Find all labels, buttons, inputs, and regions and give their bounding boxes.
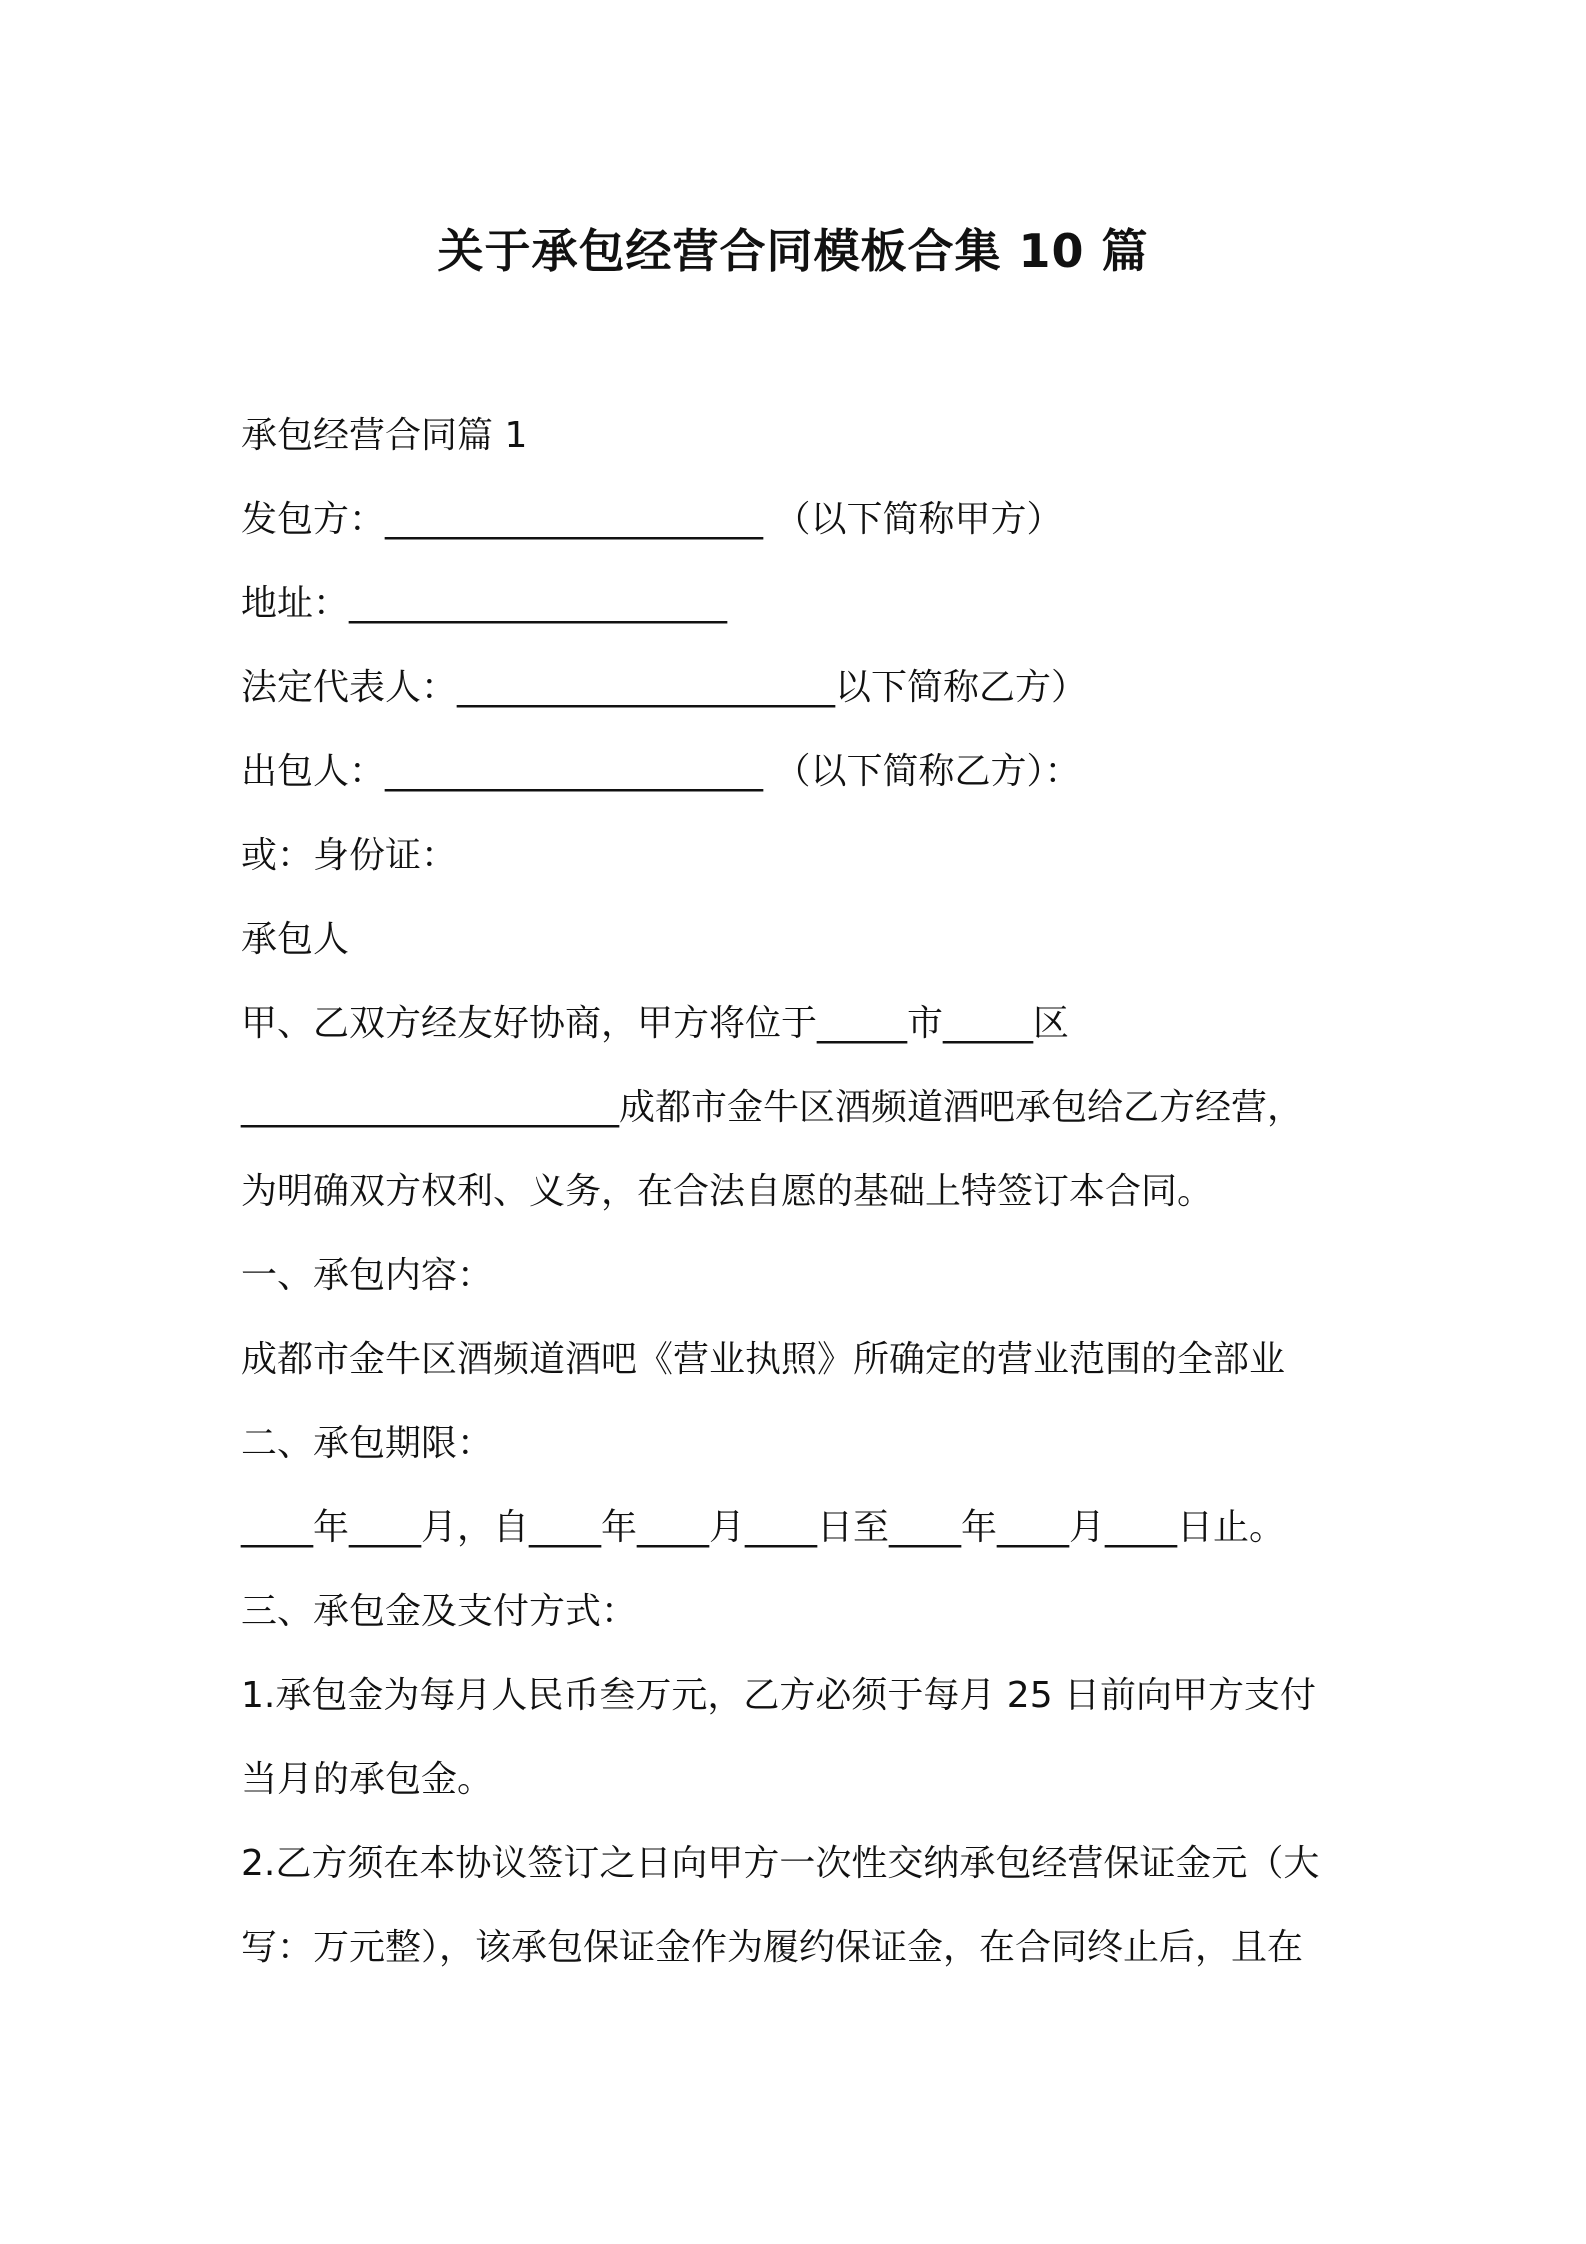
section-heading-payment: 三、承包金及支付方式： [241, 1591, 638, 1632]
line-contractee: 承包人 [241, 919, 350, 960]
section-heading-content: 一、承包内容： [241, 1255, 494, 1296]
line-id-card: 或：身份证： [241, 835, 458, 876]
paragraph-intro-line-2: _____________________成都市金牛区酒频道酒吧承包给乙方经营， [241, 1087, 1304, 1128]
line-legal-representative: 法定代表人：_____________________以下简称乙方） [241, 667, 1088, 708]
paragraph-payment-2-line-1: 2.乙方须在本协议签订之日向甲方一次性交纳承包经营保证金元（大 [241, 1843, 1320, 1884]
paragraph-content: 成都市金牛区酒频道酒吧《营业执照》所确定的营业范围的全部业 [241, 1339, 1286, 1380]
document-title: 关于承包经营合同模板合集 10 篇 [437, 224, 1149, 278]
section-heading-term: 二、承包期限： [241, 1423, 494, 1464]
paragraph-intro-line-1: 甲、乙双方经友好协商，甲方将位于_____市_____区 [241, 1003, 1070, 1044]
line-address: 地址：_____________________ [241, 583, 728, 624]
section-heading-part-1: 承包经营合同篇 1 [241, 415, 528, 456]
line-outsourcer: 出包人：_____________________ （以下简称乙方）： [241, 751, 1081, 792]
paragraph-payment-1-line-1: 1.承包金为每月人民币叁万元，乙方必须于每月 25 日前向甲方支付 [241, 1675, 1317, 1716]
paragraph-term: ____年____月，自____年____月____日至____年____月____日止。 [241, 1507, 1286, 1548]
paragraph-payment-2-line-2: 写：万元整），该承包保证金作为履约保证金，在合同终止后，且在 [241, 1927, 1304, 1968]
paragraph-payment-1-line-2: 当月的承包金。 [241, 1759, 494, 1800]
paragraph-intro-line-3: 为明确双方权利、义务，在合法自愿的基础上特签订本合同。 [241, 1171, 1214, 1212]
line-contractor-issuer: 发包方：_____________________ （以下简称甲方） [241, 499, 1063, 540]
